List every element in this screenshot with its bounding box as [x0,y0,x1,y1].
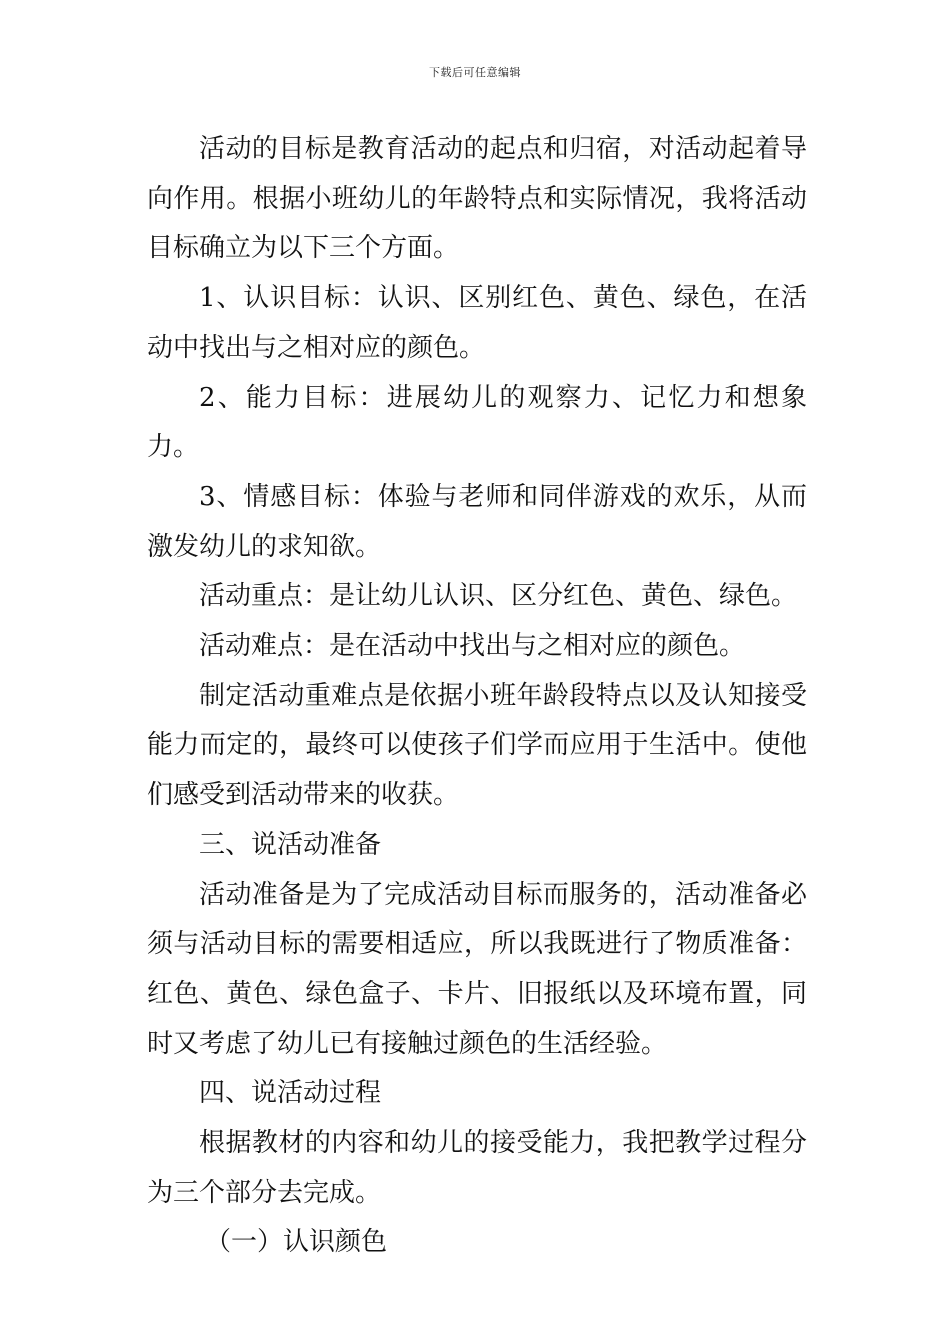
paragraph-key-difficult-explanation: 制定活动重难点是依据小班年龄段特点以及认知接受能力而定的，最终可以使孩子们学而应用于生活中。使他们感受到活动带来的收获。 [147,680,807,811]
paragraph-preparation: 活动准备是为了完成活动目标而服务的，活动准备必须与活动目标的需要相适应，所以我既进行了物质准备：红色、黄色、绿色盒子、卡片、旧报纸以及环境布置，同时又考虑了幼儿已有接触过颜色的生活经验。 [147,879,807,1059]
document-body [147,125,807,1268]
paragraph-emotional-goal: 3、情感目标：体验与老师和同伴游戏的欢乐，从而激发幼儿的求知欲。 [147,481,807,562]
paragraph-ability-goal: 2、能力目标：进展幼儿的观察力、记忆力和想象力。 [147,382,807,463]
paragraph-difficult-point: 活动难点：是在活动中找出与之相对应的颜色。 [199,631,746,662]
paragraph-activity-goal-intro: 活动的目标是教育活动的起点和归宿，对活动起着导向作用。根据小班幼儿的年龄特点和实际情况，我将活动目标确立为以下三个方面。 [147,134,807,264]
section-heading-process: 四、说活动过程 [199,1078,382,1109]
paragraph-cognitive-goal: 1、认识目标：认识、区别红色、黄色、绿色，在活动中找出与之相对应的颜色。 [147,283,807,363]
paragraph-process-intro: 根据教材的内容和幼儿的接受能力，我把教学过程分为三个部分去完成。 [147,1128,807,1208]
subsection-heading-recognize-colors: （一）认识颜色 [205,1227,388,1258]
page-header-note: 下载后可任意编辑 [429,66,521,79]
paragraph-key-point: 活动重点：是让幼儿认识、区分红色、黄色、绿色。 [199,581,798,612]
section-heading-preparation: 三、说活动准备 [199,829,382,860]
